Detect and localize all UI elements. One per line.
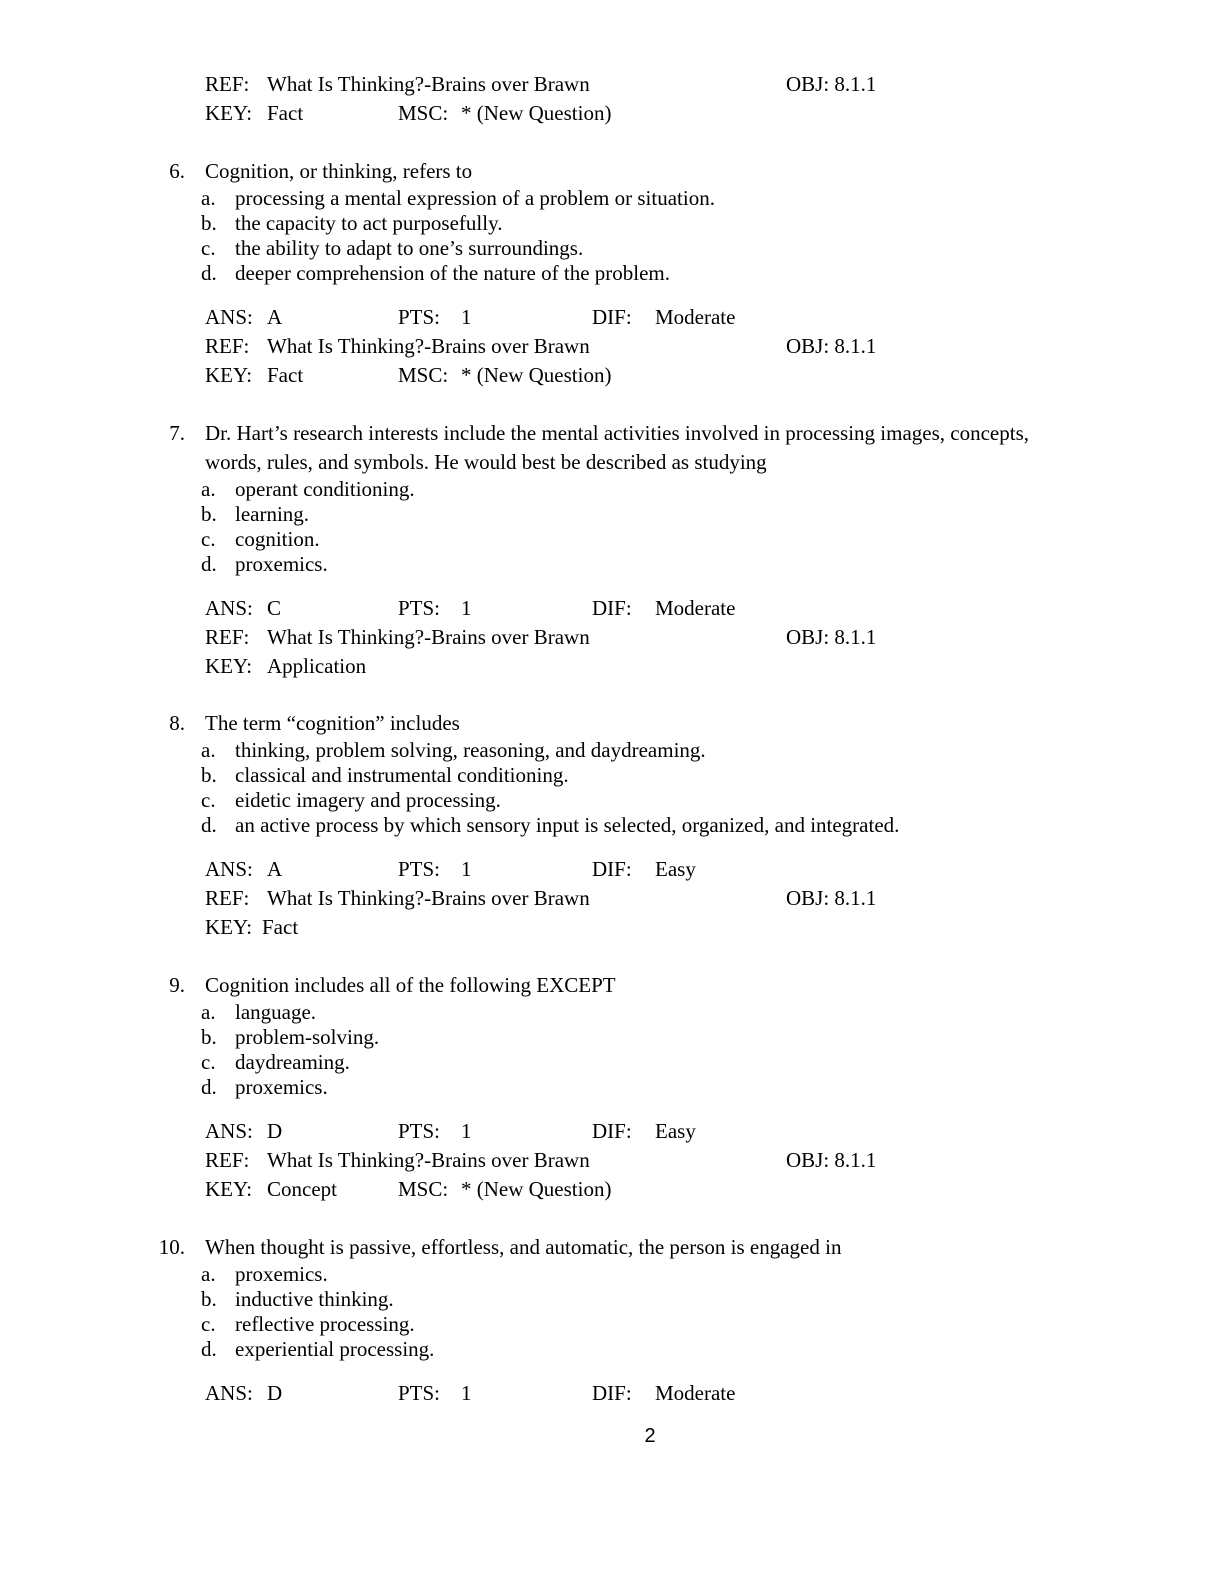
msc-value: * (New Question) xyxy=(461,1177,612,1201)
option-text: experiential processing. xyxy=(235,1337,435,1361)
ref-value: What Is Thinking?-Brains over Brawn xyxy=(267,1148,590,1172)
ans-label: ANS: xyxy=(205,1381,253,1405)
question-stem xyxy=(205,971,1085,1000)
option-letter: c. xyxy=(201,236,216,260)
option-letter: a. xyxy=(201,186,216,210)
dif-label: DIF: xyxy=(592,596,632,620)
obj-value: OBJ: 8.1.1 xyxy=(786,625,877,649)
option-text: problem-solving. xyxy=(235,1025,380,1049)
pts-label: PTS: xyxy=(398,596,441,620)
ref-value: What Is Thinking?-Brains over Brawn xyxy=(267,334,590,358)
option-letter: a. xyxy=(201,738,216,762)
msc-value: * (New Question) xyxy=(461,101,612,125)
option-text: thinking, problem solving, reasoning, and daydreaming. xyxy=(235,738,706,762)
dif-value: Moderate xyxy=(655,1381,736,1405)
option-text: deeper comprehension of the nature of the problem. xyxy=(235,261,671,285)
option-text: learning. xyxy=(235,502,310,526)
stem-line: Cognition, or thinking, refers to xyxy=(205,159,473,183)
ans-label: ANS: xyxy=(205,1119,253,1143)
question-number: 6. xyxy=(169,159,185,183)
option-letter: d. xyxy=(201,1337,217,1361)
option-text: an active process by which sensory input is selected, organized, and integrated. xyxy=(235,813,900,837)
obj-value: OBJ: 8.1.1 xyxy=(786,886,877,910)
pts-value: 1 xyxy=(461,1119,472,1143)
obj-value: OBJ: 8.1.1 xyxy=(786,1148,877,1172)
msc-label: MSC: xyxy=(398,1177,449,1201)
option-letter: b. xyxy=(201,763,217,787)
ans-value: D xyxy=(267,1119,283,1143)
dif-value: Easy xyxy=(655,1119,696,1143)
ref-label: REF: xyxy=(205,72,250,96)
stem-line: Dr. Hart’s research interests include the mental activities involved in processing images, concepts, xyxy=(205,421,1030,445)
dif-value: Easy xyxy=(655,857,696,881)
pts-value: 1 xyxy=(461,596,472,620)
option-text: reflective processing. xyxy=(235,1312,415,1336)
stem-line: words, rules, and symbols. He would best be described as studying xyxy=(205,450,767,474)
pts-value: 1 xyxy=(461,305,472,329)
option-letter: c. xyxy=(201,788,216,812)
key-value: Fact xyxy=(267,363,304,387)
ref-label: REF: xyxy=(205,1148,250,1172)
option-text: cognition. xyxy=(235,527,320,551)
option-letter: c. xyxy=(201,1312,216,1336)
pts-label: PTS: xyxy=(398,1381,441,1405)
ans-label: ANS: xyxy=(205,857,253,881)
ref-label: REF: xyxy=(205,334,250,358)
option-letter: b. xyxy=(201,1287,217,1311)
option-text: eidetic imagery and processing. xyxy=(235,788,501,812)
question-stem xyxy=(205,419,1085,477)
ans-value: C xyxy=(267,596,282,620)
page-number: 2 xyxy=(644,1425,656,1447)
question-number: 8. xyxy=(169,711,185,735)
option-letter: b. xyxy=(201,1025,217,1049)
dif-label: DIF: xyxy=(592,305,632,329)
msc-label: MSC: xyxy=(398,363,449,387)
key-value: Fact xyxy=(262,915,299,939)
key-value: Application xyxy=(267,654,367,678)
option-letter: c. xyxy=(201,1050,216,1074)
question-stem xyxy=(205,157,1085,186)
option-text: operant conditioning. xyxy=(235,477,415,501)
question-number: 9. xyxy=(169,973,185,997)
ans-value: A xyxy=(267,305,283,329)
pts-value: 1 xyxy=(461,857,472,881)
option-text: the capacity to act purposefully. xyxy=(235,211,503,235)
option-letter: d. xyxy=(201,813,217,837)
ref-value: What Is Thinking?-Brains over Brawn xyxy=(267,886,590,910)
msc-value: * (New Question) xyxy=(461,363,612,387)
option-text: daydreaming. xyxy=(235,1050,350,1074)
option-letter: b. xyxy=(201,502,217,526)
stem-line: The term “cognition” includes xyxy=(205,711,460,735)
pts-label: PTS: xyxy=(398,1119,441,1143)
option-text: classical and instrumental conditioning. xyxy=(235,763,569,787)
key-label: KEY: xyxy=(205,654,253,678)
dif-label: DIF: xyxy=(592,857,632,881)
ref-value: What Is Thinking?-Brains over Brawn xyxy=(267,72,590,96)
msc-label: MSC: xyxy=(398,101,449,125)
pts-value: 1 xyxy=(461,1381,472,1405)
ans-label: ANS: xyxy=(205,305,253,329)
pts-label: PTS: xyxy=(398,857,441,881)
question-stem xyxy=(205,1233,1085,1262)
dif-label: DIF: xyxy=(592,1119,632,1143)
question-number: 10. xyxy=(158,1235,185,1259)
key-value: Fact xyxy=(267,101,304,125)
option-letter: b. xyxy=(201,211,217,235)
option-text: language. xyxy=(235,1000,317,1024)
option-letter: a. xyxy=(201,477,216,501)
option-text: the ability to adapt to one’s surroundings. xyxy=(235,236,584,260)
ans-label: ANS: xyxy=(205,596,253,620)
stem-line: When thought is passive, effortless, and automatic, the person is engaged in xyxy=(205,1235,842,1259)
option-letter: a. xyxy=(201,1000,216,1024)
option-text: processing a mental expression of a problem or situation. xyxy=(235,186,715,210)
key-value: Concept xyxy=(267,1177,337,1201)
ref-label: REF: xyxy=(205,625,250,649)
option-letter: d. xyxy=(201,261,217,285)
question-stem xyxy=(205,709,1085,738)
option-text: proxemics. xyxy=(235,1262,328,1286)
option-letter: d. xyxy=(201,552,217,576)
ans-value: D xyxy=(267,1381,283,1405)
ans-value: A xyxy=(267,857,283,881)
option-text: proxemics. xyxy=(235,552,328,576)
key-label: KEY: xyxy=(205,363,253,387)
dif-label: DIF: xyxy=(592,1381,632,1405)
option-letter: a. xyxy=(201,1262,216,1286)
pts-label: PTS: xyxy=(398,305,441,329)
ref-value: What Is Thinking?-Brains over Brawn xyxy=(267,625,590,649)
obj-value: OBJ: 8.1.1 xyxy=(786,72,877,96)
stem-line: Cognition includes all of the following EXCEPT xyxy=(205,973,616,997)
dif-value: Moderate xyxy=(655,305,736,329)
ref-label: REF: xyxy=(205,886,250,910)
dif-value: Moderate xyxy=(655,596,736,620)
key-label: KEY: xyxy=(205,1177,253,1201)
key-label: KEY: xyxy=(205,915,253,939)
question-number: 7. xyxy=(169,421,185,445)
option-letter: c. xyxy=(201,527,216,551)
option-text: inductive thinking. xyxy=(235,1287,394,1311)
key-label: KEY: xyxy=(205,101,253,125)
option-text: proxemics. xyxy=(235,1075,328,1099)
obj-value: OBJ: 8.1.1 xyxy=(786,334,877,358)
option-letter: d. xyxy=(201,1075,217,1099)
